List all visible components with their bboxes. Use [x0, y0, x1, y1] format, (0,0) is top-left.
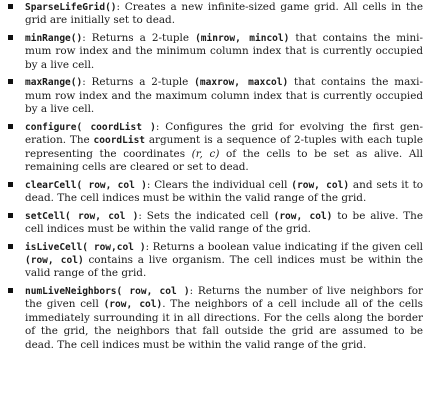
method-description: : Returns a boolean value indicating if the given cell	[145, 240, 423, 253]
math-expression: (r, c)	[191, 147, 220, 160]
inline-code: (row, col)	[291, 179, 350, 191]
method-signature: isLiveCell( row,col )	[25, 241, 146, 253]
method-description: : Returns a 2-tuple	[82, 76, 195, 89]
method-item	[0, 241, 431, 281]
method-description: . The neighbors of a cell include all of the cells immediately surrounding it in all directions. For the cells along the border of the grid, the neighbors that fall outside the grid are assumed to be dead. The cell indices must be within the valid range of the grid.	[25, 298, 423, 351]
inline-code: (maxrow, maxcol)	[194, 77, 289, 89]
method-item	[0, 76, 431, 116]
bullet-square-icon	[8, 35, 13, 40]
method-signature: configure( coordList )	[25, 121, 156, 133]
method-list	[0, 1, 431, 356]
method-item	[0, 179, 431, 206]
method-signature: numLiveNeighbors( row, col )	[25, 286, 190, 298]
method-description: and sets it to dead. The cell indices must be within the valid range of the grid.	[25, 178, 424, 205]
bullet-square-icon	[8, 182, 13, 187]
bullet-square-icon	[8, 213, 13, 218]
inline-code: (row, col)	[103, 299, 163, 311]
inline-code: coordList	[93, 135, 146, 147]
method-item	[0, 1, 431, 28]
method-description: : Configures the grid for evolving the first gen-eration. The	[25, 120, 423, 147]
method-signature: maxRange()	[25, 77, 83, 89]
method-description: : Creates a new infinite-sized game grid. All cells in the grid are initially set to dead.	[25, 1, 423, 27]
method-item	[0, 210, 431, 237]
inline-code: (row, col)	[25, 255, 84, 267]
method-description: to be alive. The cell indices must be within the valid range of the grid.	[25, 209, 424, 236]
method-description: that contains the maxi-mum row index and the maximum column index that is currently occupied by a live cell.	[25, 76, 423, 116]
method-item	[0, 32, 431, 72]
method-description: that contains the mini-mum row index and the minimum column index that is currently occupied by a live cell.	[25, 32, 423, 71]
bullet-square-icon	[8, 79, 13, 84]
method-description: : Clears the individual cell	[146, 178, 292, 191]
method-signature: SparseLifeGrid()	[25, 2, 117, 13]
method-description: : Returns the number of live neighbors for the given cell	[25, 285, 423, 311]
method-description: : Returns a 2-tuple	[82, 32, 196, 44]
method-signature: clearCell( row, col )	[25, 179, 147, 191]
method-signature: setCell( row, col )	[25, 210, 139, 222]
method-description: : Sets the indicated cell	[138, 209, 274, 222]
bullet-square-icon	[8, 4, 13, 9]
bullet-square-icon	[8, 124, 13, 129]
bullet-square-icon	[8, 244, 13, 249]
method-item	[0, 285, 431, 352]
method-description: contains a live organism. The cell indices must be within the valid range of the grid.	[25, 254, 423, 280]
inline-code: (row, col)	[273, 210, 333, 222]
method-item	[0, 121, 431, 175]
method-signature: minRange()	[25, 33, 83, 44]
inline-code: (minrow, mincol)	[195, 33, 290, 44]
method-description: of the cells to be set as alive. All remaining cells are cleared or set to dead.	[25, 147, 423, 174]
bullet-square-icon	[8, 288, 13, 293]
method-description: argument is a sequence of 2-tuples with each tuple representing the coordinates	[25, 134, 423, 160]
